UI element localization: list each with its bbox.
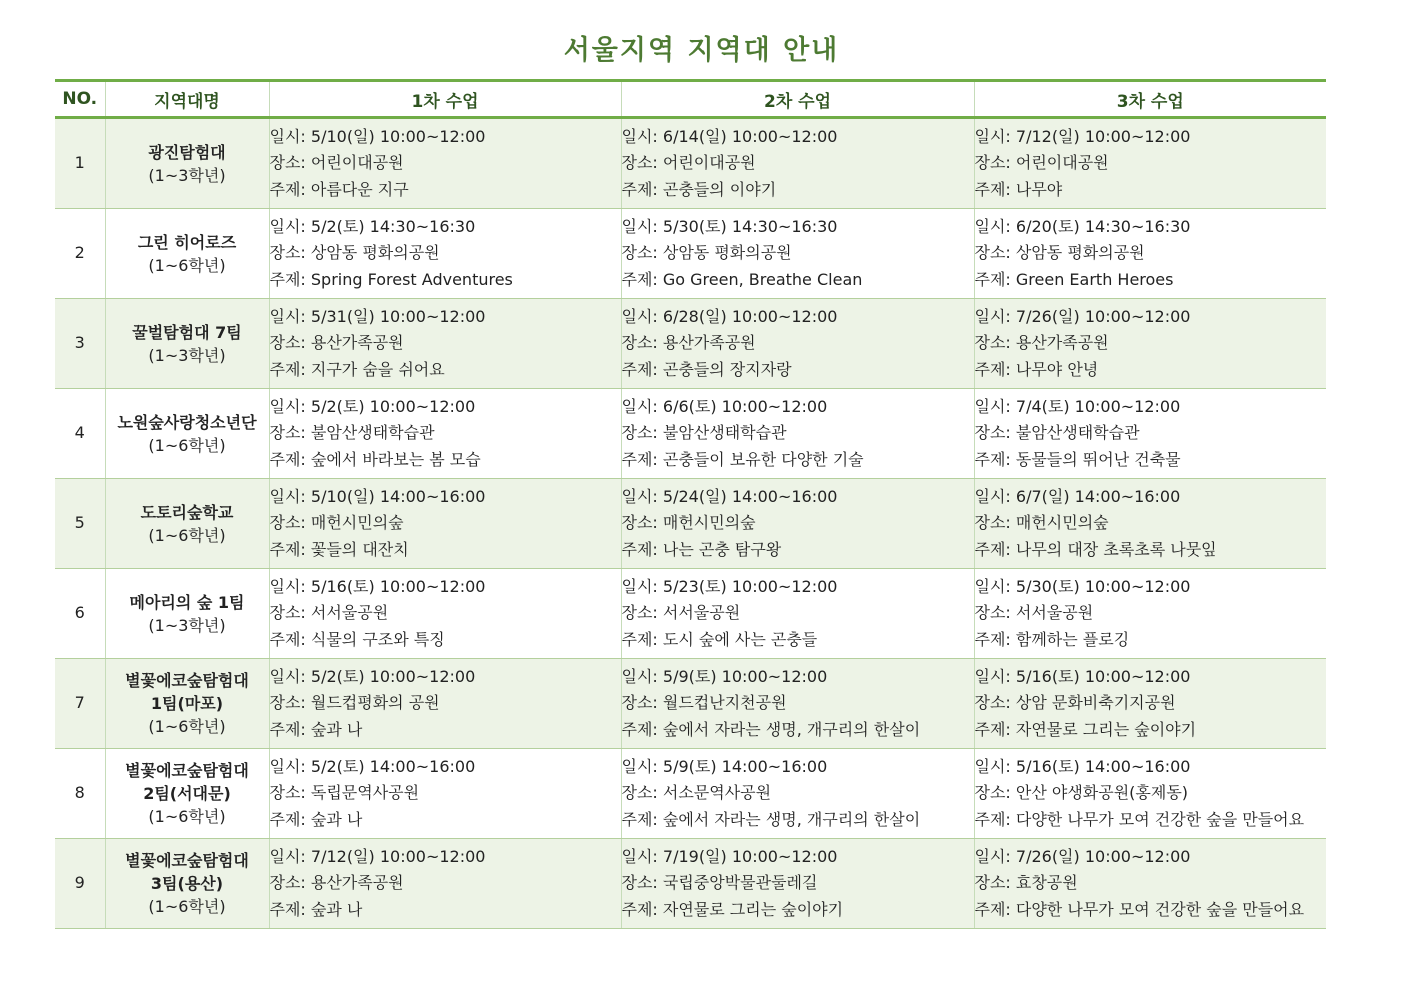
table-row [55, 389, 1326, 479]
session-date: 일시: 6/7(일) 14:00~16:00 [974, 486, 1181, 506]
table-row [55, 479, 1326, 569]
session-date: 일시: 5/16(토) 10:00~12:00 [974, 666, 1191, 686]
session-place: 장소: 용산가족공원 [621, 333, 756, 353]
team-grade: (1~6학년) [148, 897, 226, 916]
session-date: 일시: 5/16(토) 14:00~16:00 [974, 756, 1191, 776]
session-date: 일시: 5/2(토) 14:30~16:30 [269, 216, 476, 236]
session-topic: 주제: 숲에서 바라보는 봄 모습 [269, 449, 481, 469]
table-row [55, 299, 1326, 389]
session-place: 장소: 용산가족공원 [974, 333, 1109, 353]
row-number: 4 [55, 389, 105, 479]
team-cell [105, 569, 269, 659]
session-topic: 주제: Go Green, Breathe Clean [621, 269, 863, 289]
session-place: 장소: 어린이대공원 [974, 153, 1109, 173]
session-topic: 주제: 숲과 나 [269, 899, 363, 919]
session-place: 장소: 용산가족공원 [269, 873, 404, 893]
session-place: 장소: 매헌시민의숲 [269, 513, 404, 533]
team-name: 노원숲사랑청소년단 [117, 412, 257, 432]
session-3-cell [974, 479, 1326, 569]
team-cell [105, 209, 269, 299]
team-cell [105, 659, 269, 749]
session-2-cell [621, 479, 974, 569]
session-topic: 주제: 자연물로 그리는 숲이야기 [621, 899, 844, 919]
session-1-cell [269, 569, 621, 659]
session-date: 일시: 6/28(일) 10:00~12:00 [621, 306, 838, 326]
row-number: 9 [55, 839, 105, 929]
session-place: 장소: 매헌시민의숲 [974, 513, 1109, 533]
session-topic: 주제: 식물의 구조와 특징 [269, 629, 445, 649]
session-3-cell [974, 299, 1326, 389]
session-topic: 주제: 곤충들의 이야기 [621, 179, 777, 199]
team-cell [105, 389, 269, 479]
session-topic: 주제: Green Earth Heroes [974, 269, 1174, 289]
session-date: 일시: 5/2(토) 14:00~16:00 [269, 756, 476, 776]
session-place: 장소: 불암산생태학습관 [269, 423, 435, 443]
table-row [55, 118, 1326, 209]
session-3-cell [974, 209, 1326, 299]
session-place: 장소: 상암동 평화의공원 [621, 243, 792, 263]
session-topic: 주제: 숲과 나 [269, 719, 363, 739]
session-place: 장소: 안산 야생화공원(홍제동) [974, 783, 1189, 803]
session-date: 일시: 7/4(토) 10:00~12:00 [974, 396, 1181, 416]
team-cell [105, 118, 269, 209]
team-cell [105, 479, 269, 569]
session-topic: 주제: 다양한 나무가 모여 건강한 숲을 만들어요 [974, 899, 1305, 919]
session-1-cell [269, 118, 621, 209]
session-date: 일시: 7/19(일) 10:00~12:00 [621, 846, 838, 866]
team-name: 꿀벌탐험대 7팀 [132, 322, 242, 342]
header-row [55, 81, 1326, 118]
session-topic: 주제: 숲에서 자라는 생명, 개구리의 한살이 [621, 719, 921, 739]
team-name: 광진탐험대 [148, 142, 226, 162]
session-place: 장소: 효창공원 [974, 873, 1078, 893]
session-topic: 주제: 숲과 나 [269, 809, 363, 829]
header-session3: 3차 수업 [974, 81, 1326, 118]
team-grade: (1~3학년) [148, 615, 226, 635]
team-grade: (1~6학년) [148, 525, 226, 545]
session-place: 장소: 월드컵난지천공원 [621, 693, 787, 713]
session-place: 장소: 불암산생태학습관 [974, 423, 1140, 443]
session-topic: 주제: 도시 숲에 사는 곤충들 [621, 629, 818, 649]
session-date: 일시: 5/10(일) 10:00~12:00 [269, 126, 486, 146]
team-cell [105, 839, 269, 929]
session-3-cell [974, 659, 1326, 749]
team-cell [105, 299, 269, 389]
session-topic: 주제: 꽃들의 대잔치 [269, 539, 409, 559]
session-2-cell [621, 389, 974, 479]
session-date: 일시: 5/30(토) 14:30~16:30 [621, 216, 838, 236]
team-cell [105, 749, 269, 839]
session-3-cell [974, 749, 1326, 839]
team-grade: (1~6학년) [148, 255, 226, 275]
table-row [55, 659, 1326, 749]
session-place: 장소: 어린이대공원 [269, 153, 404, 173]
team-name: 메아리의 숲 1팀 [129, 592, 245, 612]
session-place: 장소: 상암동 평화의공원 [974, 243, 1145, 263]
team-grade: (1~6학년) [148, 435, 226, 455]
session-date: 일시: 7/12(일) 10:00~12:00 [269, 846, 486, 866]
row-number: 5 [55, 479, 105, 569]
session-3-cell [974, 389, 1326, 479]
session-topic: 주제: 나무야 안녕 [974, 359, 1099, 379]
session-2-cell [621, 209, 974, 299]
session-place: 장소: 서서울공원 [974, 603, 1094, 623]
session-2-cell [621, 569, 974, 659]
session-date: 일시: 5/2(토) 10:00~12:00 [269, 396, 476, 416]
row-number: 1 [55, 118, 105, 209]
session-topic: 주제: 곤충들이 보유한 다양한 기술 [621, 449, 864, 469]
row-number: 8 [55, 749, 105, 839]
session-date: 일시: 7/26(일) 10:00~12:00 [974, 306, 1191, 326]
session-place: 장소: 서서울공원 [269, 603, 389, 623]
team-grade: (1~6학년) [148, 717, 226, 736]
session-date: 일시: 5/9(토) 10:00~12:00 [621, 666, 828, 686]
team-grade: (1~3학년) [148, 165, 226, 185]
session-date: 일시: 5/23(토) 10:00~12:00 [621, 576, 838, 596]
session-3-cell [974, 569, 1326, 659]
table-row [55, 569, 1326, 659]
session-date: 일시: 5/16(토) 10:00~12:00 [269, 576, 486, 596]
session-place: 장소: 어린이대공원 [621, 153, 756, 173]
session-place: 장소: 매헌시민의숲 [621, 513, 756, 533]
session-1-cell [269, 659, 621, 749]
row-number: 7 [55, 659, 105, 749]
team-name: 그린 히어로즈 [137, 232, 237, 252]
session-date: 일시: 5/30(토) 10:00~12:00 [974, 576, 1191, 596]
session-2-cell [621, 839, 974, 929]
session-1-cell [269, 479, 621, 569]
session-2-cell [621, 749, 974, 839]
header-team: 지역대명 [105, 81, 269, 118]
session-place: 장소: 상암 문화비축기지공원 [974, 693, 1176, 713]
session-1-cell [269, 749, 621, 839]
table-row [55, 209, 1326, 299]
table-row [55, 839, 1326, 929]
table-body [55, 118, 1326, 929]
session-date: 일시: 6/6(토) 10:00~12:00 [621, 396, 828, 416]
team-grade: (1~3학년) [148, 345, 226, 365]
session-place: 장소: 불암산생태학습관 [621, 423, 787, 443]
session-date: 일시: 6/20(토) 14:30~16:30 [974, 216, 1191, 236]
team-grade: (1~6학년) [148, 807, 226, 826]
session-place: 장소: 서서울공원 [621, 603, 741, 623]
session-date: 일시: 5/31(일) 10:00~12:00 [269, 306, 486, 326]
team-name: 별꽃에코숲탐험대 3팀(용산) [125, 851, 249, 893]
page-title: 서울지역 지역대 안내 [563, 35, 840, 66]
session-place: 장소: 월드컵평화의 공원 [269, 693, 440, 713]
session-topic: 주제: 함께하는 플로깅 [974, 629, 1130, 649]
session-1-cell [269, 839, 621, 929]
session-place: 장소: 상암동 평화의공원 [269, 243, 440, 263]
team-name: 별꽃에코숲탐험대 2팀(서대문) [125, 761, 249, 803]
session-topic: 주제: 아름다운 지구 [269, 179, 409, 199]
header-session1: 1차 수업 [269, 81, 621, 118]
session-date: 일시: 6/14(일) 10:00~12:00 [621, 126, 838, 146]
session-1-cell [269, 299, 621, 389]
session-place: 장소: 서소문역사공원 [621, 783, 772, 803]
session-topic: 주제: 곤충들의 장지자랑 [621, 359, 792, 379]
session-1-cell [269, 209, 621, 299]
session-date: 일시: 7/12(일) 10:00~12:00 [974, 126, 1191, 146]
session-3-cell [974, 118, 1326, 209]
session-topic: 주제: 자연물로 그리는 숲이야기 [974, 719, 1197, 739]
session-place: 장소: 용산가족공원 [269, 333, 404, 353]
team-name: 도토리숲학교 [140, 502, 234, 522]
schedule-table [55, 79, 1326, 929]
session-topic: 주제: 지구가 숨을 쉬어요 [269, 359, 445, 379]
session-date: 일시: 5/9(토) 14:00~16:00 [621, 756, 828, 776]
session-place: 장소: 국립중앙박물관둘레길 [621, 873, 818, 893]
session-2-cell [621, 118, 974, 209]
session-topic: 주제: Spring Forest Adventures [269, 269, 513, 289]
session-1-cell [269, 389, 621, 479]
session-place: 장소: 독립문역사공원 [269, 783, 420, 803]
session-topic: 주제: 나는 곤충 탐구왕 [621, 539, 782, 559]
session-3-cell [974, 839, 1326, 929]
session-date: 일시: 5/24(일) 14:00~16:00 [621, 486, 838, 506]
session-topic: 주제: 숲에서 자라는 생명, 개구리의 한살이 [621, 809, 921, 829]
session-2-cell [621, 659, 974, 749]
table-row [55, 749, 1326, 839]
header-no: NO. [55, 81, 105, 118]
session-topic: 주제: 나무야 [974, 179, 1063, 199]
header-session2: 2차 수업 [621, 81, 974, 118]
session-2-cell [621, 299, 974, 389]
team-name: 별꽃에코숲탐험대 1팀(마포) [125, 671, 249, 713]
row-number: 6 [55, 569, 105, 659]
session-date: 일시: 5/10(일) 14:00~16:00 [269, 486, 486, 506]
session-date: 일시: 7/26(일) 10:00~12:00 [974, 846, 1191, 866]
row-number: 2 [55, 209, 105, 299]
session-topic: 주제: 나무의 대장 초록초록 나뭇잎 [974, 539, 1217, 559]
session-date: 일시: 5/2(토) 10:00~12:00 [269, 666, 476, 686]
session-topic: 주제: 동물들의 뛰어난 건축물 [974, 449, 1181, 469]
session-topic: 주제: 다양한 나무가 모여 건강한 숲을 만들어요 [974, 809, 1305, 829]
row-number: 3 [55, 299, 105, 389]
